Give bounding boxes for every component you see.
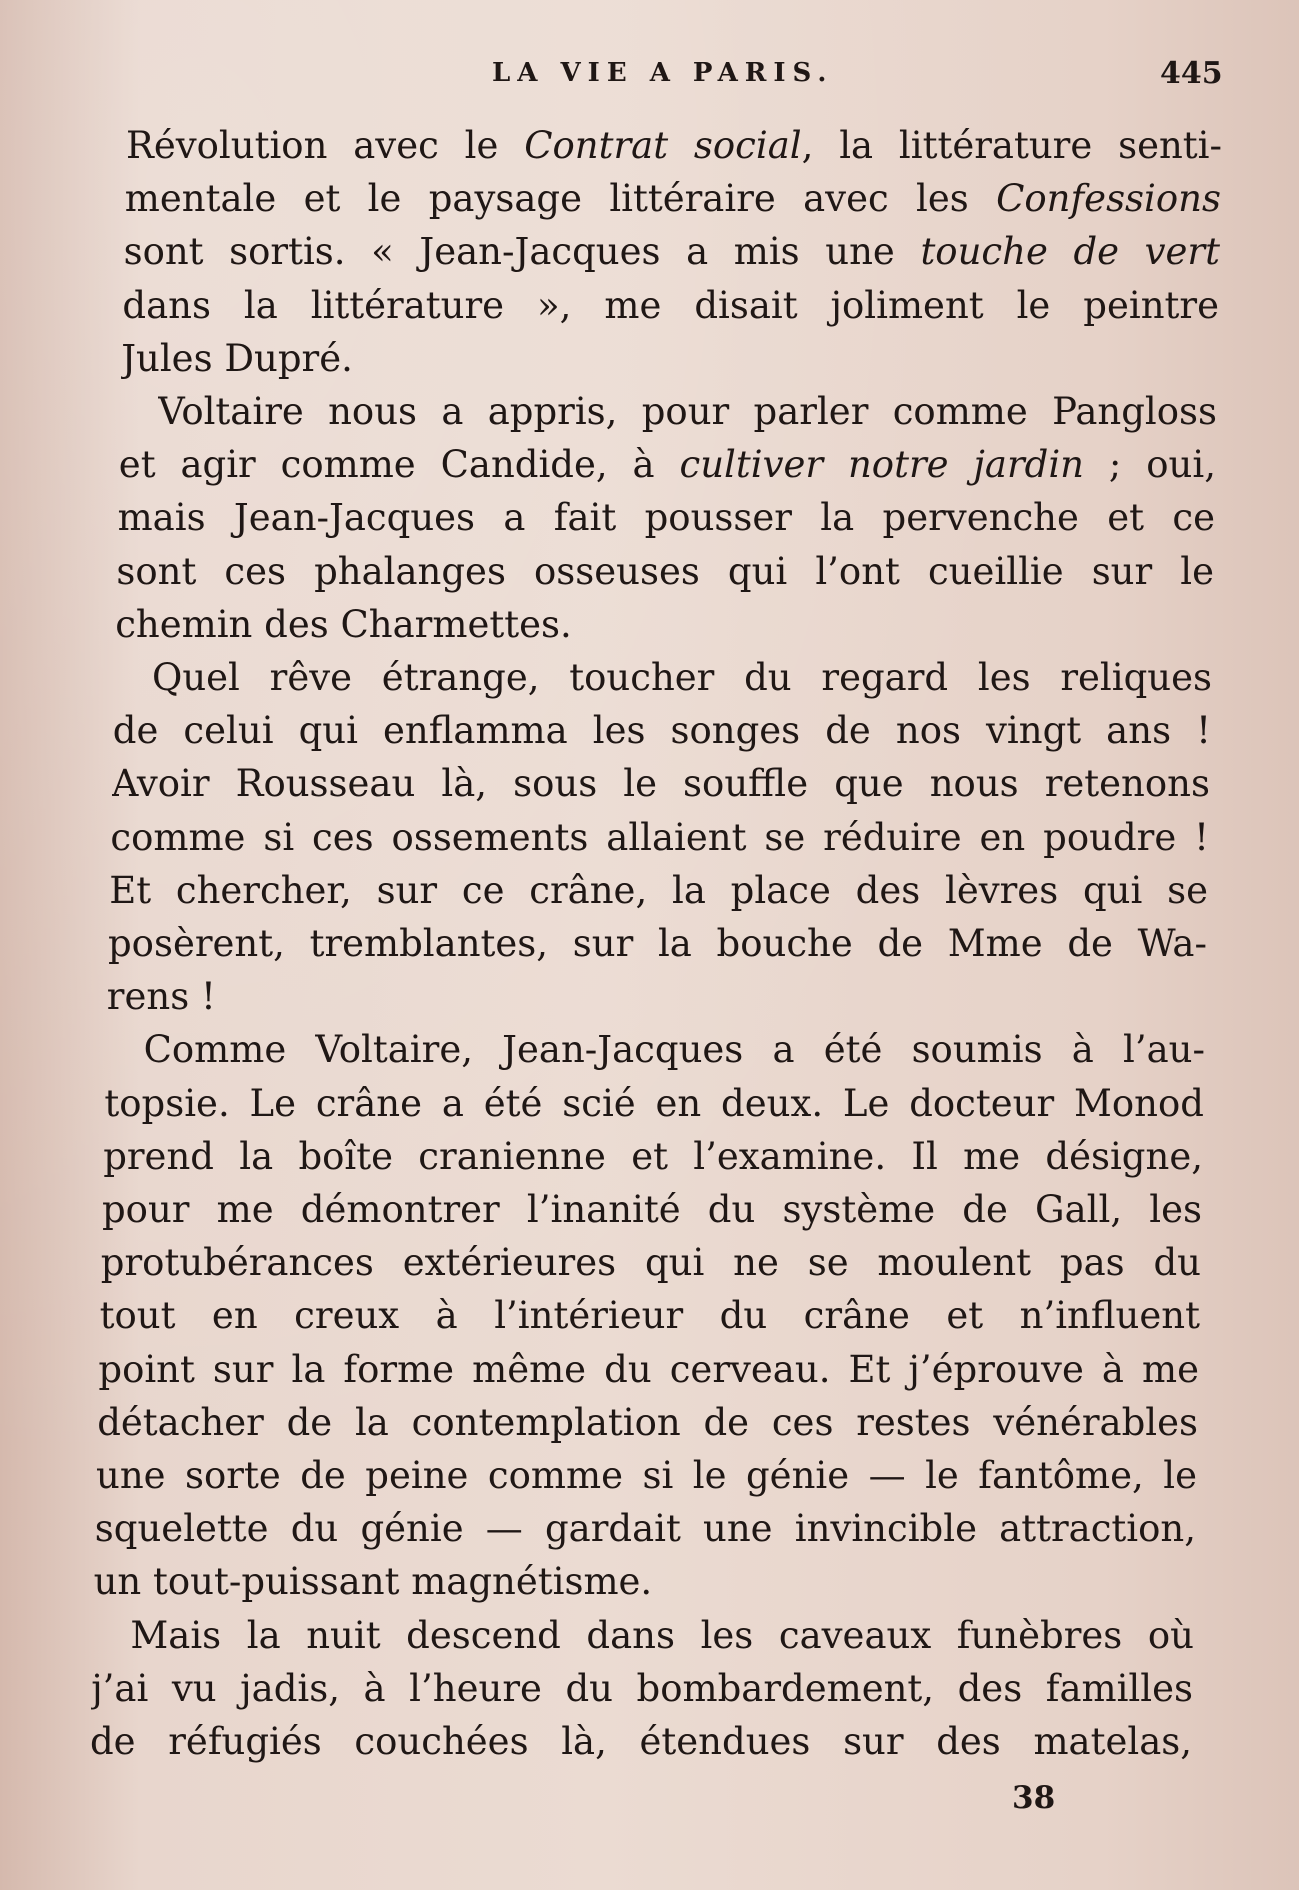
text-line [91,1663,1193,1715]
text-run: tout en creux à l’intérieur du crâne et n’influent [99,1294,1200,1338]
text-run: Quel rêve étrange, toucher du regard les reliques [152,656,1212,699]
text-run: une sorte de peine comme si le génie — le fantôme, le [96,1454,1197,1497]
text-line [94,1556,1195,1608]
italic-phrase: touche de vert [920,230,1220,274]
text-run: Voltaire nous a appris, pour parler comme Pangloss [158,390,1217,433]
text-line [98,1344,1199,1396]
text-run: rens ! [106,975,216,1019]
text-run: sont ces phalanges osseuses qui l’ont cueillie sur le [116,549,1214,593]
text-line [103,1131,1203,1183]
text-line [125,173,1221,225]
text-run: Révolution avec le [126,124,525,167]
italic-phrase: Contrat social [524,124,802,167]
text-line [101,1237,1201,1289]
text-line [100,1290,1200,1342]
text-run: de réfugiés couchées là, étendues sur des matelas, [90,1720,1192,1763]
running-head [0,58,1299,98]
text-run: ; oui, [1084,443,1216,487]
text-line [109,865,1208,917]
text-run: Mais la nuit descend dans les caveaux funèbres où [130,1613,1194,1657]
text-run: mentale et le paysage littéraire avec les [124,177,997,221]
text-run: comme si ces ossements allaient se réduire en poudre ! [110,815,1209,859]
text-run: squelette du génie — gardait une invincible attraction, [94,1507,1196,1551]
text-run: sont sortis. « Jean-Jacques a mis une [123,230,921,274]
text-line [116,546,1214,598]
text-line [112,758,1210,810]
text-run: pour me démontrer l’inanité du système de Gall, les [102,1188,1202,1231]
text-run: prend la boîte cranienne et l’examine. Il me désigne, [103,1134,1203,1178]
text-run: dans la littérature », me disait joliment le peintre [122,283,1219,327]
text-run: , la littérature senti- [801,124,1222,167]
text-run: Avoir Rousseau là, sous le souffle que nous retenons [111,762,1210,806]
signature-mark: 38 [1012,1780,1056,1816]
text-line [121,333,1218,385]
text-line [104,1078,1204,1130]
text-line [113,705,1211,757]
text-run: Et chercher, sur ce crâne, la place des lèvres qui se [109,868,1208,912]
text-line [126,120,1222,172]
text-line [119,439,1216,491]
text-run: posèrent, tremblantes, sur la bouche de Mme de Wa- [108,922,1207,965]
italic-phrase: Confessions [996,177,1221,221]
text-line [95,1503,1196,1555]
text-run: mais Jean-Jacques a fait pousser la pervenche et ce [117,496,1215,540]
text-line [124,226,1220,278]
text-run: point sur la forme même du cerveau. Et j’éprouve à me [98,1347,1199,1391]
text-line [96,1450,1197,1502]
text-run: Comme Voltaire, Jean-Jacques a été soumis à l’au- [143,1028,1205,1072]
text-line [110,812,1209,864]
text-run: et agir comme Candide, à [118,443,680,487]
text-line [158,386,1217,438]
text-run: détacher de la contemplation de ces restes vénérables [97,1400,1198,1444]
text-run: j’ai vu jadis, à l’heure du bombardement, des familles [91,1666,1193,1710]
text-line [152,652,1212,704]
text-run: topsie. Le crâne a été scié en deux. Le docteur Monod [104,1081,1204,1125]
text-line [97,1397,1198,1449]
page-number: 445 [1160,56,1223,91]
text-line [130,1610,1194,1662]
text-run: un tout-puissant magnétisme. [93,1560,653,1604]
running-title: LA VIE A PARIS. [492,58,834,88]
text-line [115,599,1213,651]
text-line [102,1184,1202,1236]
text-run: chemin des Charmettes. [115,602,572,646]
text-run: protubérances extérieures qui ne se moulent pas du [100,1241,1201,1285]
text-line [90,1716,1192,1768]
text-run: de celui qui enflamma les songes de nos vingt ans ! [112,709,1211,753]
text-line [107,971,1206,1023]
text-line [144,1024,1205,1076]
text-line [122,280,1219,332]
text-line [118,492,1215,544]
text-line [108,918,1207,970]
italic-phrase: cultiver notre jardin [679,443,1084,487]
text-run: Jules Dupré. [121,336,353,380]
